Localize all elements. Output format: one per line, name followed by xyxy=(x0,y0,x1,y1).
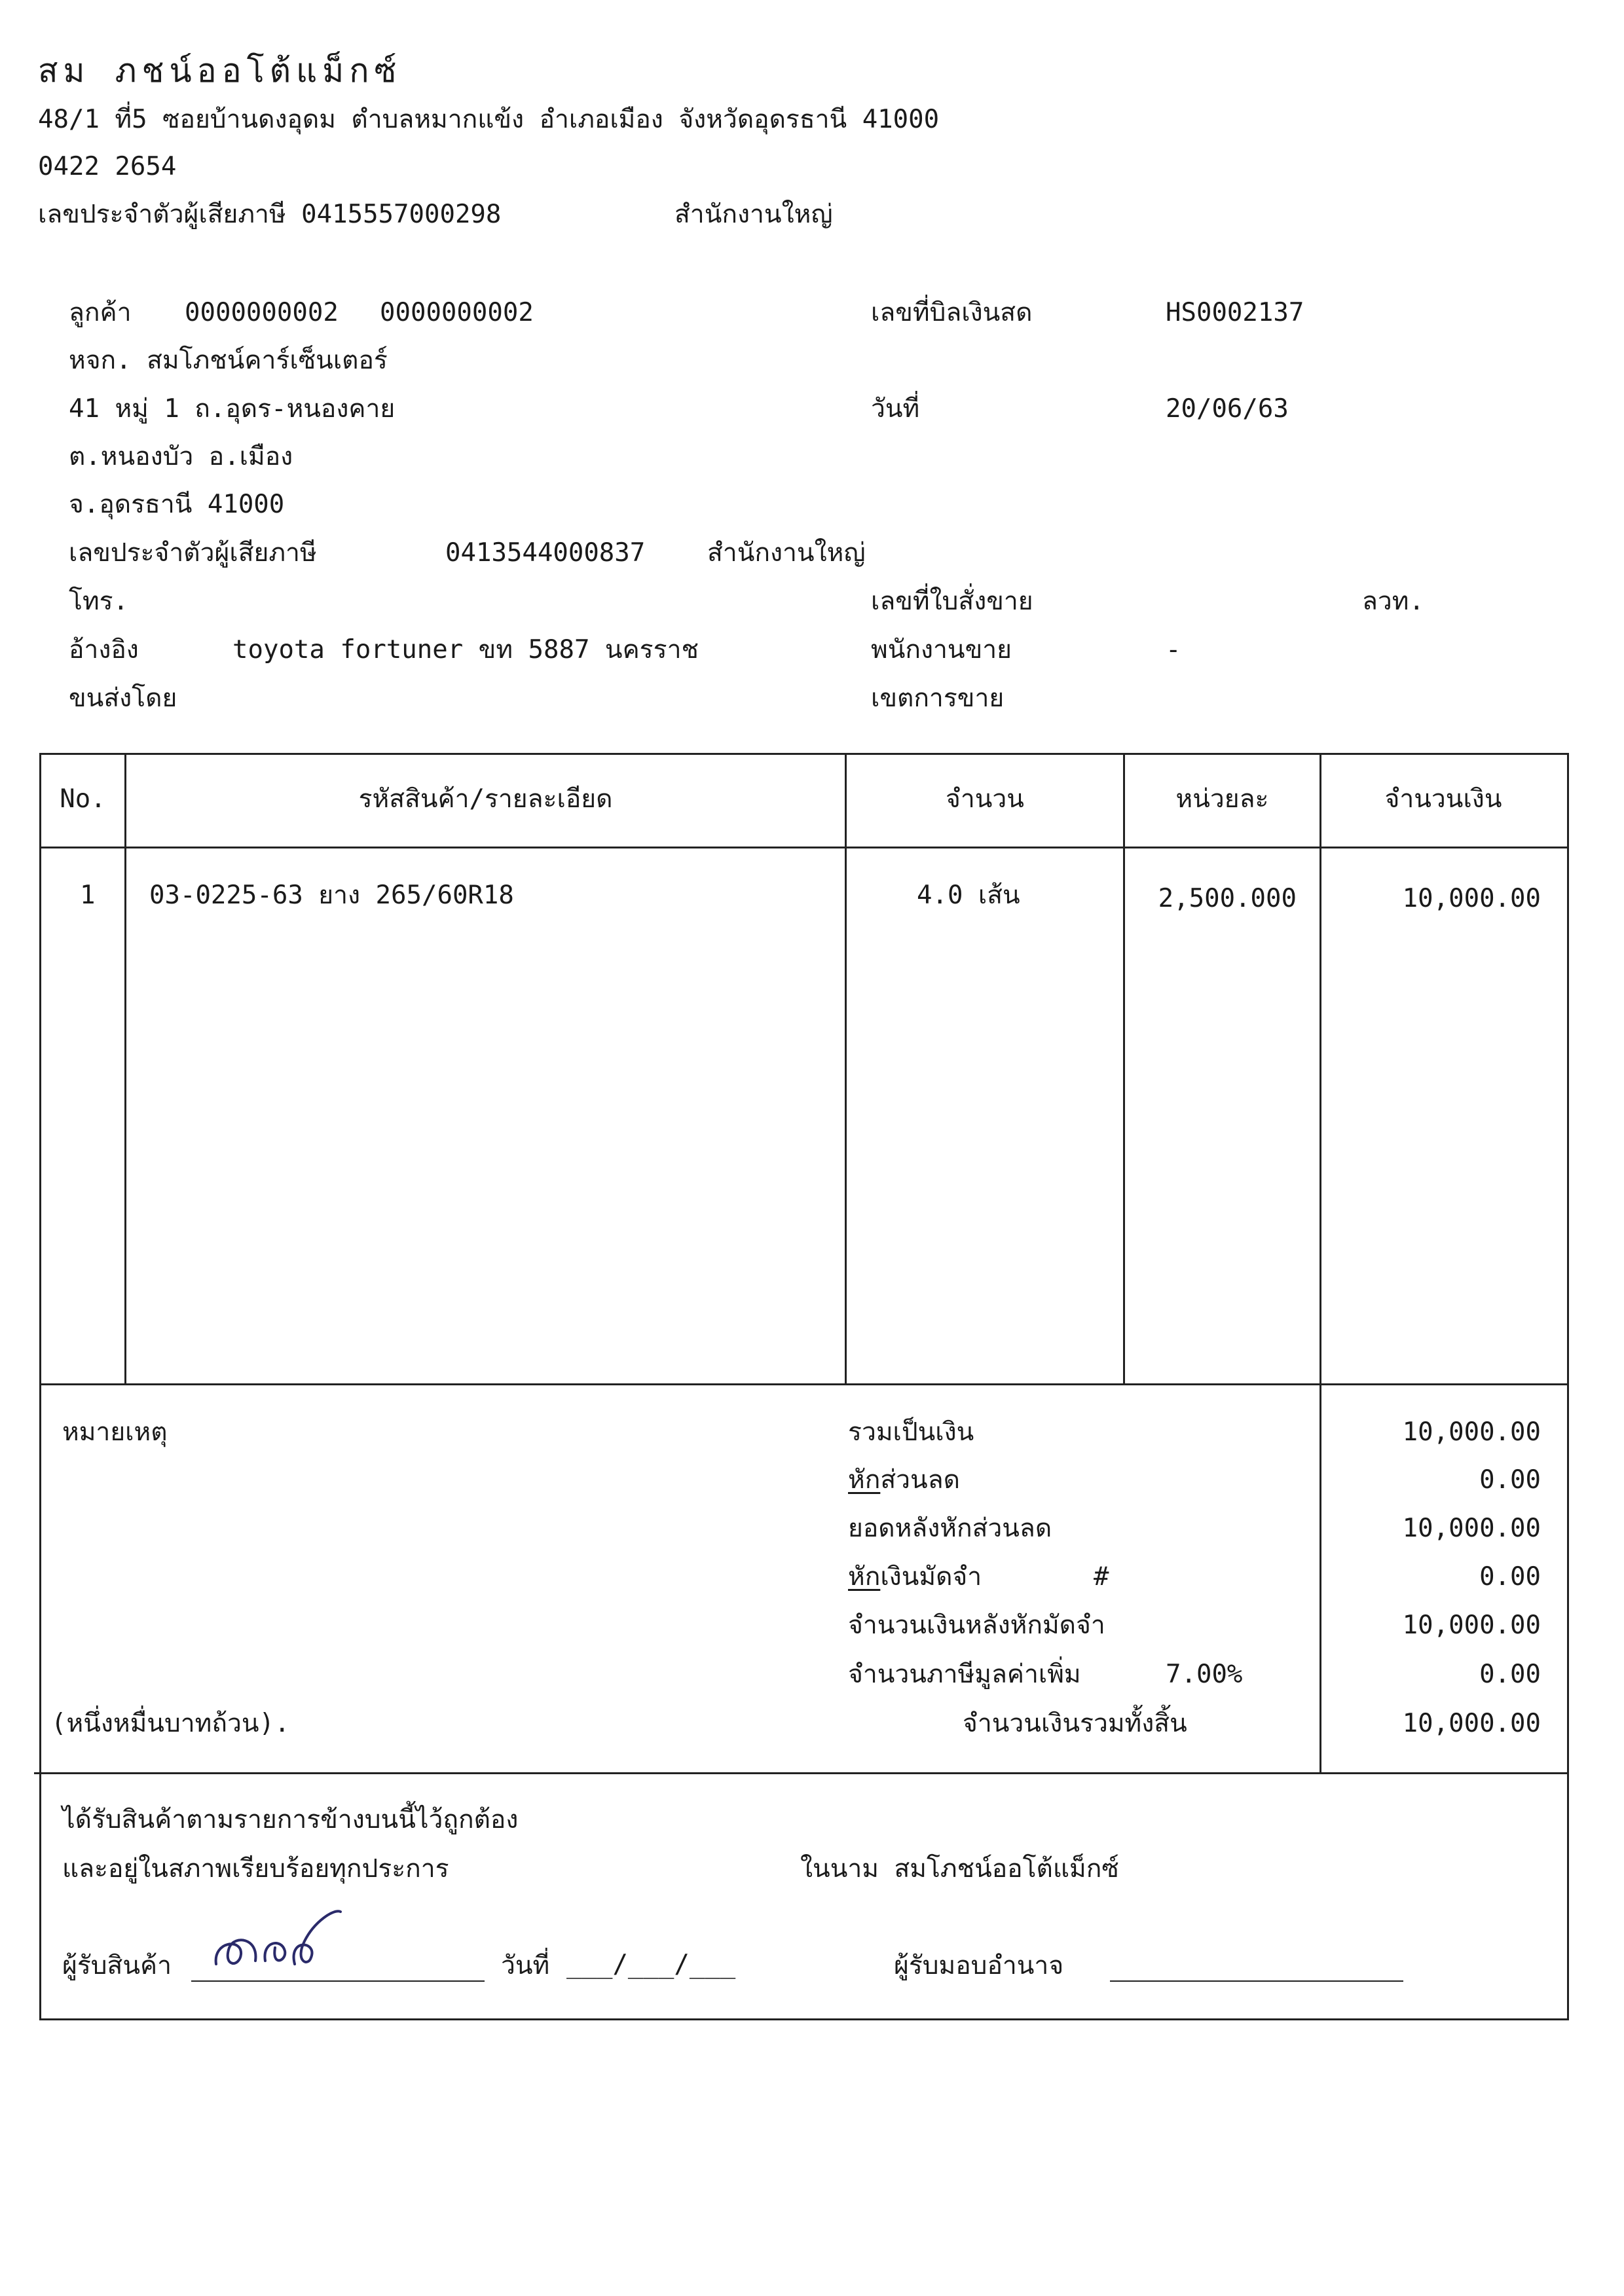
discount-value: 0.00 xyxy=(1479,1465,1541,1495)
seller-name: สม ภชน์ออโต้แม็กซ์ xyxy=(38,52,402,90)
receiver-signature xyxy=(203,1902,347,1980)
deposit-label-suffix: เงินมัดจำ xyxy=(880,1562,982,1592)
row-1-no: 1 xyxy=(80,881,96,910)
sales-order-label: เลขที่ใบสั่งขาย xyxy=(871,587,1033,616)
received-statement-2: และอยู่ในสภาพเรียบร้อยทุกประการ xyxy=(62,1854,449,1884)
discount-label xyxy=(848,1465,960,1495)
seller-branch: สำนักงานใหญ่ xyxy=(674,200,833,229)
col-divider-desc xyxy=(845,753,847,1383)
bill-no-label: เลขที่บิลเงินสด xyxy=(871,298,1033,327)
after-discount-label: ยอดหลังหักส่วนลด xyxy=(848,1514,1052,1543)
customer-branch: สำนักงานใหญ่ xyxy=(707,538,866,568)
deposit-label xyxy=(848,1562,982,1592)
salesperson-value: - xyxy=(1166,635,1181,665)
sales-order-value: ลวท. xyxy=(1362,587,1424,616)
customer-code-1: 0000000002 xyxy=(185,298,339,327)
bill-no: HS0002137 xyxy=(1166,298,1304,327)
row-1-quantity: 4.0 เส้น xyxy=(917,881,1020,910)
header-quantity: จำนวน xyxy=(946,784,1024,814)
row-1-unit-price: 2,500.000 xyxy=(1158,884,1297,913)
sales-area-label: เขตการขาย xyxy=(871,683,1005,713)
receiver-signature-line xyxy=(191,1980,485,1982)
customer-tax-id: 0413544000837 xyxy=(445,538,646,568)
invoice-date: 20/06/63 xyxy=(1166,394,1289,424)
header-amount: จำนวนเงิน xyxy=(1384,784,1502,814)
vat-label: จำนวนภาษีมูลค่าเพิ่ม xyxy=(848,1660,1081,1689)
customer-phone-label: โทร. xyxy=(69,587,129,616)
invoice-date-label: วันที่ xyxy=(871,394,920,424)
vat-rate: 7.00% xyxy=(1166,1660,1243,1689)
header-unit-price: หน่วยละ xyxy=(1175,784,1269,814)
receive-date-blank: ___/___/___ xyxy=(566,1950,736,1979)
customer-label: ลูกค้า xyxy=(69,298,132,327)
seller-address: 48/1 ที่5 ซอยบ้านดงอุดม ตำบลหมากแข้ง อำเภอเมือง จังหวัดอุดรธานี 41000 xyxy=(38,105,940,134)
after-discount-value: 10,000.00 xyxy=(1402,1514,1541,1543)
customer-address-3: จ.อุดรธานี 41000 xyxy=(69,490,285,519)
after-deposit-label: จำนวนเงินหลังหักมัดจำ xyxy=(848,1611,1105,1640)
seller-phone: 0422 2654 xyxy=(38,152,177,181)
grand-total-label: จำนวนเงินรวมทั้งสิ้น xyxy=(963,1709,1187,1738)
seller-tax-id: เลขประจำตัวผู้เสียภาษี 0415557000298 xyxy=(38,200,502,229)
customer-code-2: 0000000002 xyxy=(380,298,534,327)
row-1-amount: 10,000.00 xyxy=(1402,884,1541,913)
header-no: No. xyxy=(60,784,106,814)
summary-bottom-divider xyxy=(34,1772,1569,1774)
col-divider-no xyxy=(124,753,126,1383)
vat-value: 0.00 xyxy=(1479,1660,1541,1689)
customer-address-1: 41 หมู่ 1 ถ.อุดร-หนองคาย xyxy=(69,394,396,424)
discount-label-prefix: หัก xyxy=(848,1465,881,1495)
col-divider-qty xyxy=(1123,753,1125,1383)
customer-ship-label: ขนส่งโดย xyxy=(69,683,177,713)
header-description: รหัสสินค้า/รายละเอียด xyxy=(358,784,613,814)
customer-address-2: ต.หนองบัว อ.เมือง xyxy=(69,442,293,471)
items-bottom-divider xyxy=(39,1383,1569,1385)
header-divider xyxy=(39,847,1569,848)
customer-ref-label: อ้างอิง xyxy=(69,635,139,665)
receive-date-label: วันที่ xyxy=(501,1951,550,1980)
customer-ref-value: toyota fortuner ขท 5887 นครราช xyxy=(232,635,699,665)
customer-tax-label: เลขประจำตัวผู้เสียภาษี xyxy=(69,538,317,568)
deposit-hash: # xyxy=(1094,1562,1109,1592)
received-statement-1: ได้รับสินค้าตามรายการข้างบนนี้ไว้ถูกต้อง xyxy=(62,1805,519,1834)
on-behalf-of: ในนาม สมโภชน์ออโต้แม็กซ์ xyxy=(800,1854,1119,1884)
grand-total-value: 10,000.00 xyxy=(1402,1709,1541,1738)
deposit-label-prefix: หัก xyxy=(848,1562,881,1592)
receiver-label: ผู้รับสินค้า xyxy=(62,1951,172,1980)
remark-label: หมายเหตุ xyxy=(62,1417,168,1447)
subtotal-value: 10,000.00 xyxy=(1402,1417,1541,1447)
authorized-label: ผู้รับมอบอำนาจ xyxy=(894,1951,1064,1980)
customer-name: หจก. สมโภชน์คาร์เซ็นเตอร์ xyxy=(69,346,388,375)
after-deposit-value: 10,000.00 xyxy=(1402,1611,1541,1640)
amount-in-words: (หนึ่งหมื่นบาทถ้วน). xyxy=(51,1709,290,1738)
discount-label-suffix: ส่วนลด xyxy=(880,1465,960,1495)
deposit-value: 0.00 xyxy=(1479,1562,1541,1592)
authorized-signature-line xyxy=(1110,1980,1403,1982)
subtotal-label: รวมเป็นเงิน xyxy=(848,1417,974,1447)
salesperson-label: พนักงานขาย xyxy=(871,635,1012,665)
row-1-description: 03-0225-63 ยาง 265/60R18 xyxy=(149,881,514,910)
